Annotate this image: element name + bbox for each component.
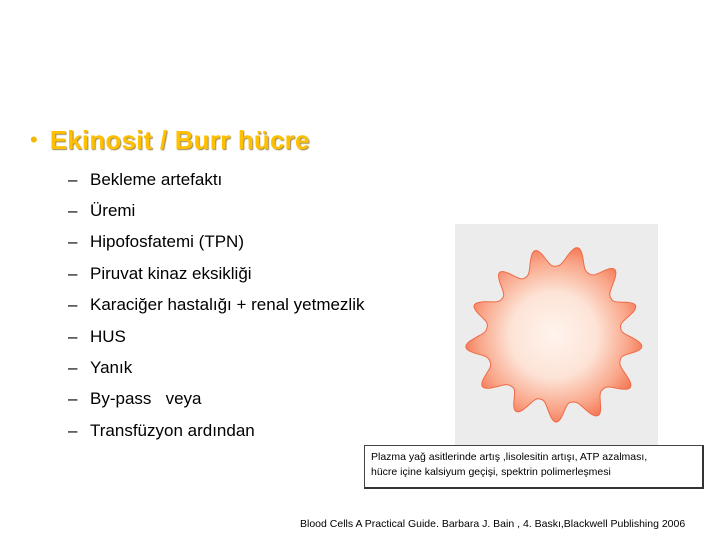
list-item bbox=[68, 195, 365, 226]
caption-line-2: hücre içine kalsiyum geçişi, spektrin polimerleşmesi bbox=[371, 466, 611, 478]
dash-bullet: – bbox=[68, 201, 78, 221]
title-bullet-icon: • bbox=[30, 127, 38, 152]
list-item-text: By-pass veya bbox=[90, 389, 202, 409]
slide-title-row bbox=[30, 120, 310, 160]
list-item bbox=[68, 384, 365, 415]
caption-line-1: Plazma yağ asitlerinde artış ,lisolesitin artışı, ATP azalması, bbox=[371, 451, 648, 463]
dash-bullet: – bbox=[68, 326, 78, 346]
list-item bbox=[68, 227, 365, 258]
list-item-text: Yanık bbox=[90, 358, 133, 378]
list-item-text: Transfüzyon ardından bbox=[90, 420, 255, 440]
list-item bbox=[68, 258, 365, 289]
dash-bullet: – bbox=[68, 420, 78, 440]
list-item-text: Üremi bbox=[90, 201, 136, 221]
list-item-text: Piruvat kinaz eksikliği bbox=[90, 263, 252, 283]
dash-bullet: – bbox=[68, 263, 78, 283]
dash-bullet: – bbox=[68, 169, 78, 189]
list-item-text: Karaciğer hastalığı + renal yetmezlik bbox=[90, 295, 365, 315]
echinocyte-cell-body bbox=[466, 248, 642, 422]
list-item bbox=[68, 321, 365, 352]
source-citation: Blood Cells A Practical Guide. Barbara J. Bain , 4. Baskı,Blackwell Publishing 2006 bbox=[300, 518, 686, 530]
list-item-text: HUS bbox=[90, 326, 126, 346]
echinocyte-image bbox=[455, 224, 658, 449]
list-item-text: Hipofosfatemi (TPN) bbox=[90, 232, 244, 252]
echinocyte-cell-illustration bbox=[455, 224, 658, 449]
cause-list bbox=[68, 164, 365, 447]
list-item-text: Bekleme artefaktı bbox=[90, 169, 223, 189]
list-item bbox=[68, 415, 365, 446]
list-item bbox=[68, 352, 365, 383]
dash-bullet: – bbox=[68, 232, 78, 252]
dash-bullet: – bbox=[68, 358, 78, 378]
list-item bbox=[68, 164, 365, 195]
mechanism-caption-box bbox=[364, 445, 704, 489]
dash-bullet: – bbox=[68, 389, 78, 409]
dash-bullet: – bbox=[68, 295, 78, 315]
list-item bbox=[68, 290, 365, 321]
slide-title: Ekinosit / Burr hücre bbox=[49, 124, 310, 155]
